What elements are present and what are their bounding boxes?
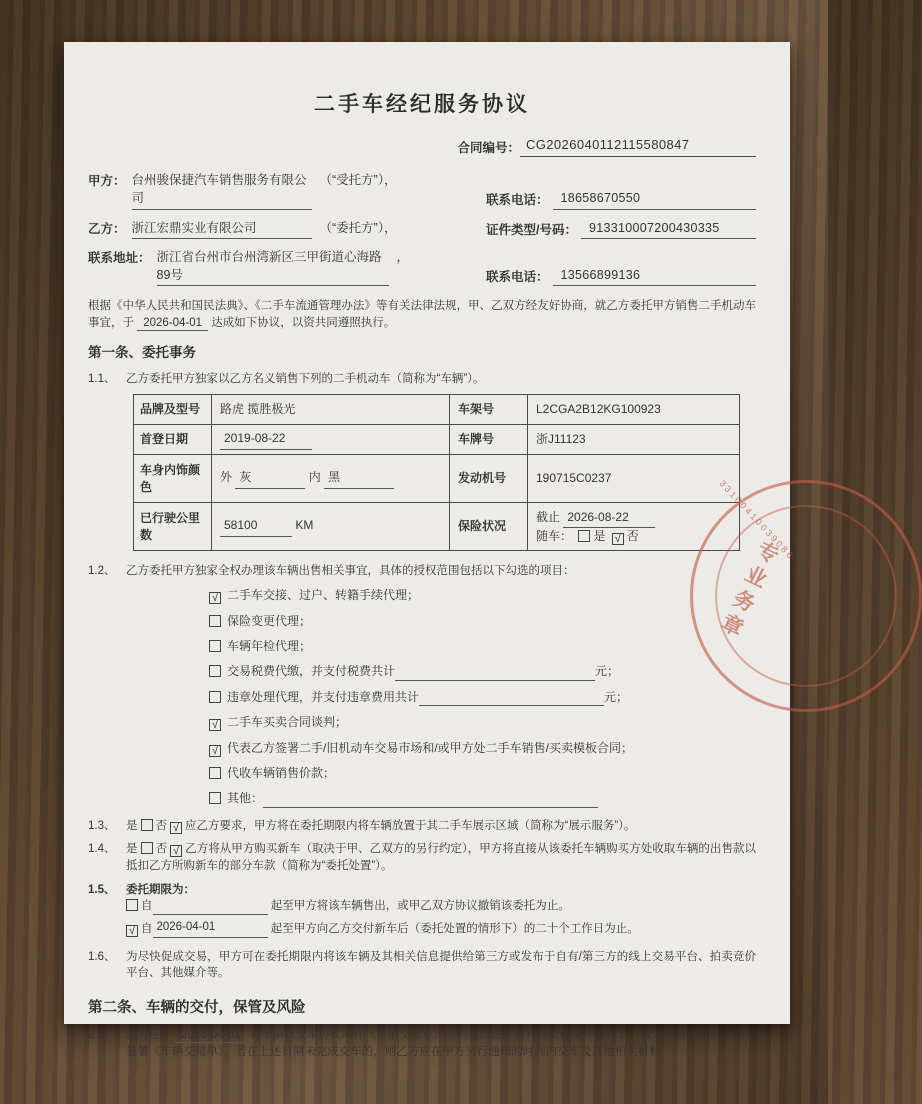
address-row [88,248,756,286]
checkbox-1-4-no: √ [170,845,182,857]
party-b-id-value: 913310007200430335 [581,219,756,239]
item-label: 代表乙方签署二手/旧机动车交易市场和/或甲方处二手车销售/买卖模板合同； [227,740,634,755]
item-label: 违章处理代理，并支付违章费用共计 [227,689,420,704]
seal-digits: 33100410039086 [717,478,797,563]
authorization-item [206,638,756,655]
party-b-row [88,219,756,239]
mileage-unit: KM [295,518,314,533]
authorization-item [206,587,756,604]
clause-1-5-body [126,882,756,942]
table-row [134,503,740,551]
party-b-id-field [486,219,756,239]
option-2-date: 2026-04-01 [153,919,268,938]
authorization-item [206,663,756,680]
checkbox-insurance-change [209,615,221,627]
address-comma: ， [396,249,410,264]
seal-text: 专业务章 [713,536,782,644]
no-label: 否 [155,843,168,856]
item-label: 二手车交接、过户、转籍手续代理； [227,588,420,603]
clause-1-4-number: 1.4、 [88,843,116,856]
vehicle-info-table [133,394,740,551]
preamble-text-before: 根据《中华人民共和国民法典》、《二手车流通管理办法》等有关法律法规，甲、乙双方经友好协商，就乙方委托甲方销售二手机动车事宜，于 [88,299,756,329]
clause-1-2-text: 乙方委托甲方独家全权办理该车辆出售相关事宜，具体的授权范围包括以下勾选的项目： [126,565,575,578]
clause-1-5-number: 1.5、 [88,883,116,896]
insurance-until-date: 2026-08-22 [563,509,655,528]
item-label: 二手车买卖合同谈判； [227,715,348,730]
authorization-item [206,613,756,630]
party-a-phone-label: 联系电话： [486,193,549,208]
term-option-2 [126,919,756,938]
color-value [212,455,450,503]
clause-1-2-number: 1.2、 [88,565,116,578]
other-blank [263,795,598,808]
checkbox-1-3-no: √ [170,822,182,834]
insurance-no-label: 否 [626,528,639,543]
address-field [88,248,486,286]
item-label: 交易税费代缴，并支付税费共计 [227,664,396,679]
clause-1-4 [88,841,756,874]
clause-1-3-number: 1.3、 [88,819,116,832]
checkbox-term-option-2: √ [126,925,138,937]
contract-number-row [88,136,756,157]
plate-value: 浙J11123 [528,425,740,455]
option-1-prefix: 自 [141,900,153,913]
option-2-prefix: 自 [141,923,153,936]
option-1-text: 起至甲方将该车辆售出，或甲乙双方协议撤销该委托为止。 [270,900,570,913]
party-b-phone-label: 联系电话： [486,269,549,284]
party-a-label: 甲方： [88,174,126,189]
party-a-phone-field [486,171,756,209]
delivery-date: 2026-04-01 [175,1029,246,1043]
section-1-heading: 第一条、委托事务 [88,345,196,361]
insurance-with-line [536,528,731,545]
mileage-label: 已行驶公里数 [134,503,212,551]
clause-1-5 [88,882,756,942]
party-b-role: （“委托方”）， [319,220,397,235]
checkbox-annual-inspection [209,640,221,652]
brand-value: 路虎 揽胜极光 [212,395,450,425]
first-reg-value: 2019-08-22 [212,425,450,455]
mileage-value: 58100 KM [212,503,450,551]
color-ext-value: 灰 [235,469,305,488]
checkbox-sale-negotiation: √ [209,719,221,731]
clause-1-3-body [126,818,756,835]
insurance-label: 保险状况 [450,503,528,551]
clause-2-1-text-before: 乙方应于 [126,1029,173,1042]
authorization-item [206,714,756,731]
item-label: 保险变更代理； [227,613,312,628]
clause-1-4-text: 乙方将从甲方购买新车（取决于甲、乙双方的另行约定），甲方将直接从该委托车辆购买方处收取车辆的出售款以抵扣乙方所购新车的部分车款（简称为“委托处置”）。 [126,843,757,873]
vin-value: L2CGA2B12KG100923 [528,395,740,425]
checkbox-1-3-yes [141,819,153,831]
term-option-1 [126,898,756,915]
authorization-item [206,740,756,757]
contract-number-value: CG2026040112115580847 [520,136,756,157]
tax-amount-blank [395,668,595,681]
checkbox-transfer-agency: √ [209,592,221,604]
address-label: 联系地址： [88,250,151,265]
option-2-text: 起至甲方向乙方交付新车后（委托处置的情形下）的二十个工作日为止。 [270,923,639,936]
insurance-with-label: 随车： [536,528,573,543]
brand-label: 品牌及型号 [134,395,212,425]
insurance-value [528,503,740,551]
clause-1-6 [88,949,756,982]
clause-1-2 [88,563,756,580]
item-suffix: 元； [595,664,620,679]
party-a-field [88,171,486,209]
clause-2-1 [88,1027,756,1060]
checkbox-collect-payment [209,767,221,779]
clause-1-1-number: 1.1、 [88,372,116,385]
contract-number-label: 合同编号： [457,141,520,156]
no-label: 否 [155,819,167,832]
insurance-until-line [536,509,731,528]
checkbox-tax-payment [209,665,221,677]
address-value: 浙江省台州市台州湾新区三甲街道心海路89号 [157,248,389,286]
item-label: 车辆年检代理； [227,638,312,653]
party-b-phone-field [486,248,756,286]
clause-1-6-number: 1.6、 [88,950,116,963]
party-b-field [88,219,486,239]
clause-2-1-number: 2.1、 [88,1029,116,1042]
contract-document [64,42,797,1058]
agreement-date: 2026-04-01 [137,317,208,331]
checkbox-violation-handling [209,691,221,703]
clause-1-3-text: 应乙方要求，甲方将在委托期限内将车辆放置于其二手车展示区域（简称为“展示服务”）。 [185,819,636,832]
page-title: 二手车经纪服务协议 [314,93,530,116]
first-reg-label: 首登日期 [134,425,212,455]
option-1-date-blank [153,902,268,915]
checkbox-insurance-yes [578,530,590,542]
party-b-name: 浙江宏鼎实业有限公司 [132,219,312,239]
party-a-row [88,171,756,209]
checkbox-term-option-1 [126,899,138,911]
color-label: 车身内饰颜色 [134,455,212,503]
vin-label: 车架号 [450,395,528,425]
plate-label: 车牌号 [450,425,528,455]
clause-1-6-text: 为尽快促成交易，甲方可在委托期限内将该车辆及其相关信息提供给第三方或发布于自有/第三方的线上交易平台、拍卖竞价平台、其他媒介等。 [126,950,756,980]
party-b-phone-value: 13566899136 [553,266,756,286]
yes-label: 是 [126,843,138,856]
table-row [134,395,740,425]
checkbox-sign-template-contract: √ [209,745,221,757]
clause-1-1-text: 乙方委托甲方独家以乙方名义销售下列的二手机动车（简称为“车辆”）。 [126,372,485,385]
preamble-paragraph [88,298,756,331]
checkbox-1-4-yes [141,842,153,854]
color-ext-prefix: 外 [220,470,233,485]
authorization-item [206,790,756,807]
section-2-heading: 第二条、车辆的交付，保管及风险 [88,1000,306,1017]
authorization-item [206,765,756,782]
clause-1-5-heading: 委托期限为： [126,883,195,896]
item-label: 代收车辆销售价款； [227,765,336,780]
table-row [134,455,740,503]
item-label: 其他： [227,791,264,806]
clause-1-3 [88,818,756,835]
color-int-value: 黑 [324,469,394,488]
item-suffix: 元； [604,689,629,704]
clause-2-1-text-after: 将车辆以及本协议附件《车辆交接单》所约定的随车材料与文件交甲方保管。双方完成交付后，应当签署《车辆交接单》。若在上述日期未完成交车的，则乙方应在甲方另行通知的时间内交车及其他相关材料。 [126,1029,756,1058]
authorization-checklist [206,587,756,808]
engine-label: 发动机号 [450,455,528,503]
violation-amount-blank [419,693,604,706]
insurance-until-label: 截止 [536,509,561,524]
party-a-role: （“受托方”）， [319,173,397,188]
table-row [134,425,740,455]
party-b-id-label: 证件类型/号码： [486,222,577,237]
color-int-prefix: 内 [308,470,321,485]
clause-1-4-body [126,841,756,874]
insurance-yes-label: 是 [593,528,606,543]
yes-label: 是 [126,819,138,832]
clause-2-1-body [126,1027,756,1060]
checkbox-other [209,792,221,804]
checkbox-insurance-no: √ [612,533,624,545]
engine-value: 190715C0237 [528,455,740,503]
party-a-phone-value: 18658670550 [553,189,756,209]
party-a-name: 台州骏保捷汽车销售服务有限公司 [132,171,312,209]
party-b-label: 乙方： [88,221,126,236]
authorization-item [206,689,756,706]
preamble-text-after: 达成如下协议，以资共同遵照执行。 [211,316,396,329]
clause-1-1 [88,371,756,388]
